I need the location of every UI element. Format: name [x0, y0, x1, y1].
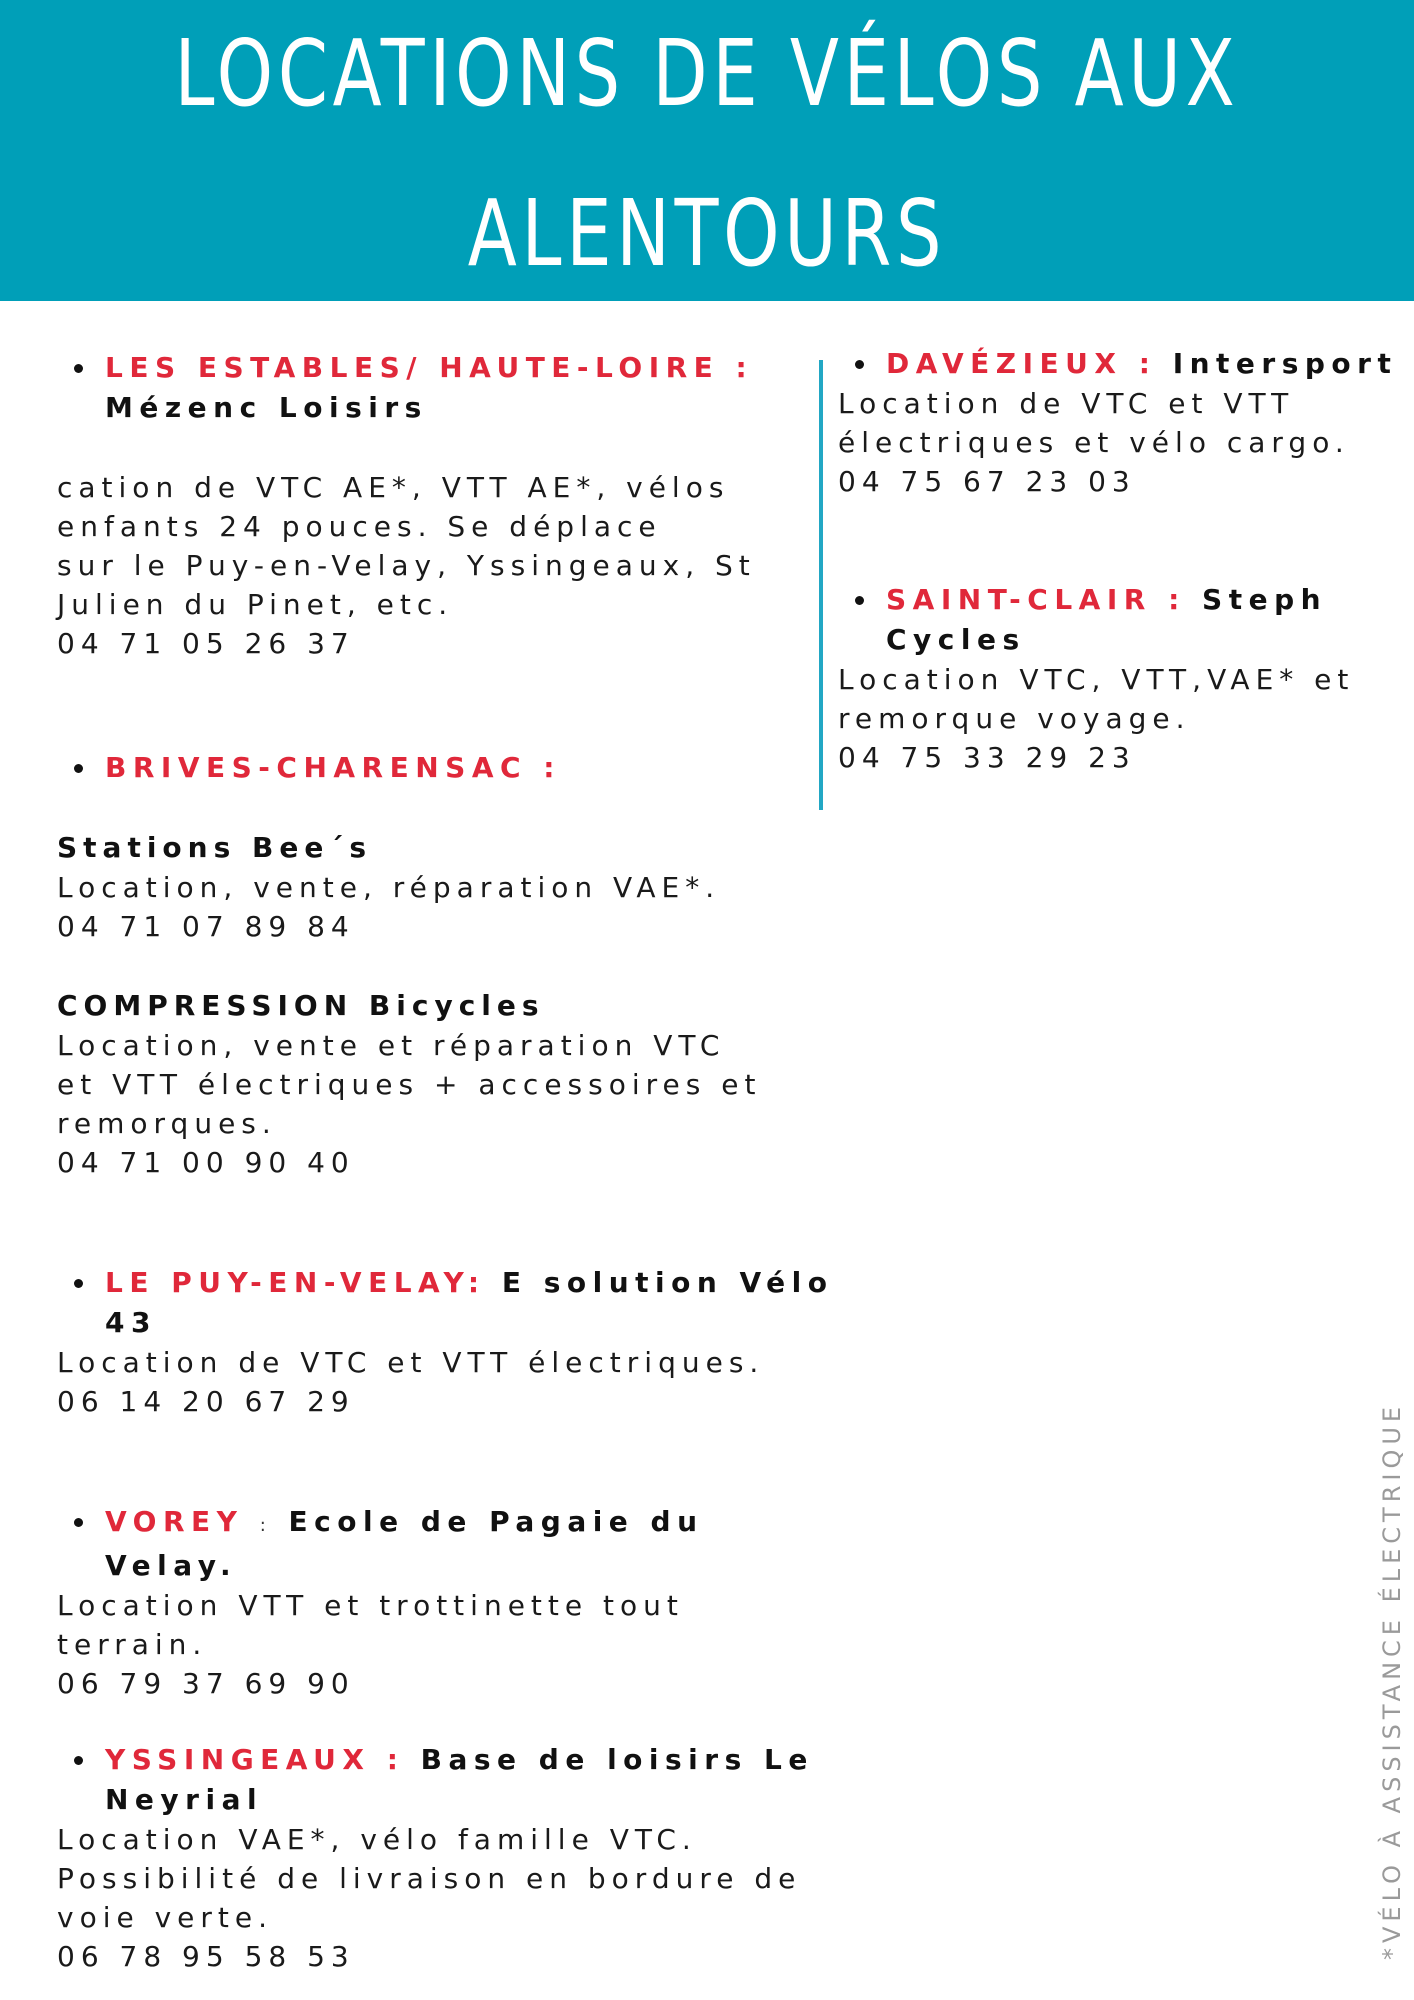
- bullet-icon: [855, 596, 864, 605]
- separator: :: [259, 1515, 273, 1536]
- entry-description: Location VTT et trottinette tout terrain.: [57, 1589, 684, 1661]
- page-title-line2: ALENTOURS: [467, 180, 947, 287]
- shop-name: Stations Bee´s: [57, 831, 372, 864]
- entry-estables: [57, 348, 847, 663]
- bullet-icon: [855, 360, 864, 369]
- phone-number: 04 71 05 26 37: [57, 627, 355, 660]
- entry-description: Location, vente, réparation VAE*.: [57, 871, 721, 904]
- phone-number: 04 71 07 89 84: [57, 910, 355, 943]
- entry-vorey: [57, 1502, 847, 1703]
- place-name: DAVÉZIEUX :: [886, 347, 1157, 380]
- shop-name: COMPRESSION Bicycles: [57, 989, 545, 1022]
- entry-heading: [838, 580, 1386, 660]
- entry-heading: [838, 344, 1398, 384]
- bullet-icon: [74, 364, 83, 373]
- place-name: BRIVES-CHARENSAC :: [105, 751, 562, 784]
- place-name: LE PUY-EN-VELAY:: [105, 1266, 486, 1299]
- page-title-line1: LOCATIONS DE VÉLOS AUX: [174, 20, 1240, 127]
- org-name: E solution Vélo 43: [105, 1266, 834, 1339]
- phone-number: 04 75 67 23 03: [838, 465, 1136, 498]
- entry-heading: [57, 1263, 895, 1343]
- entry-yssingeaux: [57, 1740, 847, 1976]
- entry-description: Location de VTC et VTT électriques.: [57, 1346, 765, 1379]
- entry-brives: [57, 748, 847, 1182]
- phone-number: 06 78 95 58 53: [57, 1940, 355, 1973]
- org-name: Base de loisirs Le Neyrial: [105, 1743, 814, 1816]
- bullet-icon: [74, 764, 83, 773]
- entry-description: Location VTC, VTT,VAE* et remorque voyage.: [838, 663, 1355, 735]
- place-name: YSSINGEAUX :: [105, 1743, 405, 1776]
- entry-description: Location, vente et réparation VTC et VTT électriques + accessoires et remorques.: [57, 1029, 762, 1140]
- bullet-icon: [74, 1756, 83, 1765]
- entry-saintclair: [838, 580, 1398, 777]
- place-name: LES ESTABLES/ HAUTE-LOIRE :: [105, 351, 754, 384]
- bullet-icon: [74, 1279, 83, 1288]
- phone-number: 04 75 33 29 23: [838, 741, 1136, 774]
- entry-description: Location de VTC et VTT électriques et vélo cargo.: [838, 387, 1350, 459]
- entry-description: Location VAE*, vélo famille VTC. Possibilité de livraison en bordure de voie verte.: [57, 1823, 802, 1934]
- phone-number: 04 71 00 90 40: [57, 1146, 355, 1179]
- entry-heading: [57, 1740, 865, 1820]
- footnote: *VÉLO À ASSISTANCE ÉLECTRIQUE: [1378, 1401, 1406, 1960]
- entry-description: cation de VTC AE*, VTT AE*, vélos enfants 24 pouces. Se déplace sur le Puy-en-Velay, Yssingeaux, St Julien du Pinet, etc.: [57, 471, 756, 621]
- org-name: Intersport: [1172, 347, 1398, 380]
- entry-heading: [57, 748, 847, 788]
- place-name: SAINT-CLAIR :: [886, 583, 1186, 616]
- title-banner: [0, 0, 1414, 301]
- entry-heading: [57, 348, 810, 428]
- entry-davezieux: [838, 344, 1398, 501]
- entry-puy: [57, 1263, 847, 1421]
- org-name: Ecole de Pagaie du Velay.: [105, 1505, 704, 1582]
- place-name: VOREY: [105, 1505, 244, 1538]
- phone-number: 06 79 37 69 90: [57, 1667, 355, 1700]
- bullet-icon: [74, 1518, 83, 1527]
- phone-number: 06 14 20 67 29: [57, 1385, 355, 1418]
- org-name: Steph Cycles: [886, 583, 1328, 656]
- org-name: Mézenc Loisirs: [105, 391, 428, 424]
- entry-heading: [57, 1502, 847, 1586]
